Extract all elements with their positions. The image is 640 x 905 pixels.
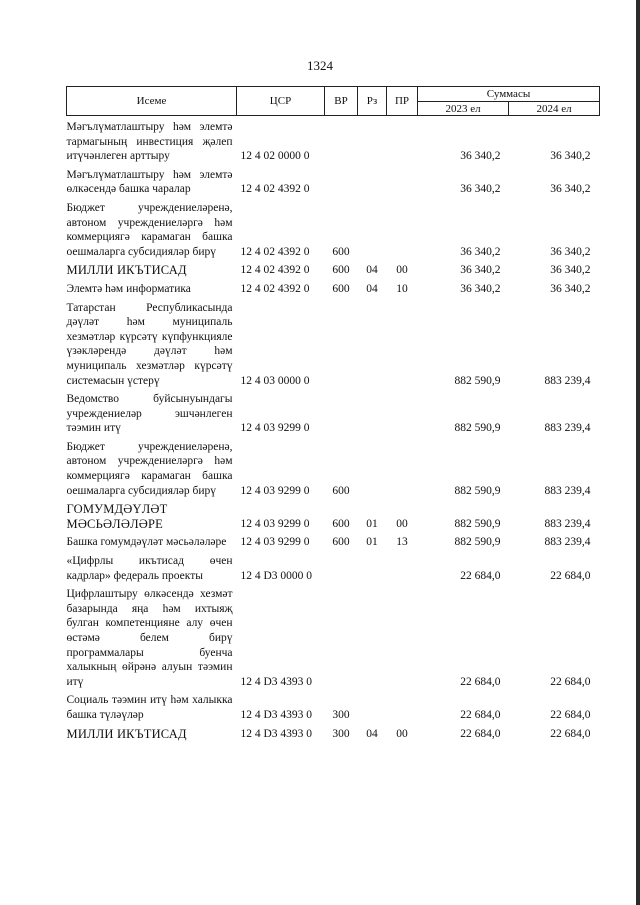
row-sum-2024: 22 684,0 (550, 675, 591, 688)
row-vr (325, 164, 358, 197)
row-sum-2024: 883 239,4 (544, 536, 591, 549)
header-name: Исеме (67, 87, 237, 116)
row-rz: 04 (366, 264, 378, 277)
row-rz (358, 388, 387, 436)
row-sum-2024: 36 340,2 (550, 245, 591, 258)
row-sum-2024: 36 340,2 (550, 264, 591, 277)
budget-table (66, 86, 600, 741)
row-sum-2023: 22 684,0 (460, 675, 501, 688)
row-pr: 10 (396, 282, 408, 295)
row-vr: 600 (332, 264, 350, 277)
row-rz (358, 550, 387, 583)
header-pr: ПР (387, 87, 418, 116)
row-csr: 12 4 D3 0000 0 (240, 569, 313, 582)
row-csr: 12 4 02 4392 0 (240, 264, 310, 277)
row-rz (358, 689, 387, 722)
row-vr: 600 (332, 245, 350, 258)
row-pr: 13 (396, 536, 408, 549)
table-row (67, 197, 600, 259)
row-name: Элемтә һәм информатика (66, 282, 191, 295)
row-name: МИЛЛИ ИКЪТИСАД (66, 726, 187, 741)
row-csr: 12 4 02 4392 0 (240, 245, 310, 258)
row-rz (358, 116, 387, 164)
row-pr (387, 550, 418, 583)
row-name: Татарстан Республикасында дәүләт һәм муниципаль хезмәтләр күрсәтү күпфункцияле үзәкләрендә дәүләт һәм муниципаль хезмәтләр күрсәтү системасын үстерү (66, 301, 233, 387)
row-sum-2024: 22 684,0 (550, 569, 591, 582)
row-csr: 12 4 03 9299 0 (240, 517, 310, 530)
row-vr: 600 (332, 484, 350, 497)
row-name: Мәгълүматлаштыру һәм элемтә тармагының инвестиция җәлеп итүчәнлеген арттыру (66, 121, 233, 163)
row-name: ГОМУМДӘҮЛӘТ МӘСЬӘЛӘЛӘРЕ (66, 502, 168, 531)
row-rz (358, 436, 387, 498)
row-csr: 12 4 03 0000 0 (240, 374, 310, 387)
table-row (67, 436, 600, 498)
row-pr (387, 164, 418, 197)
row-sum-2023: 882 590,9 (454, 422, 501, 435)
row-vr: 300 (332, 727, 350, 740)
row-sum-2023: 882 590,9 (454, 484, 501, 497)
row-pr (387, 116, 418, 164)
row-name: Мәгълүматлаштыру һәм элемтә өлкәсендә башка чаралар (66, 168, 233, 196)
table-row (67, 723, 600, 742)
table-row (67, 116, 600, 164)
header-year-2024: 2024 ел (509, 102, 600, 116)
row-sum-2024: 36 340,2 (550, 150, 591, 163)
row-rz (358, 297, 387, 389)
row-rz: 01 (366, 536, 378, 549)
row-sum-2024: 36 340,2 (550, 282, 591, 295)
table-row (67, 388, 600, 436)
row-rz (358, 583, 387, 689)
table-row (67, 689, 600, 722)
row-csr: 12 4 02 4392 0 (240, 282, 310, 295)
table-header (67, 87, 600, 116)
row-sum-2023: 36 340,2 (460, 150, 501, 163)
row-csr: 12 4 03 9299 0 (240, 484, 310, 497)
header-csr: ЦСР (237, 87, 325, 116)
row-name: «Цифрлы икътисад өчен кадрлар» федераль проекты (66, 555, 233, 582)
row-name: Бюджет учреждениеләренә, автоном учреждениеләргә һәм коммерциягә карамаган башка оешмаларга субсидияләр бирү (66, 201, 233, 258)
row-sum-2024: 883 239,4 (544, 484, 591, 497)
table-row (67, 550, 600, 583)
row-name: Социаль тәэмин итү һәм халыкка башка түләүләр (66, 694, 233, 721)
row-sum-2023: 882 590,9 (454, 374, 501, 387)
table-body (67, 116, 600, 742)
row-name: Бюджет учреждениеләренә, автоном учреждениеләргә һәм коммерциягә карамаган башка оешмаларга субсидияләр бирү (66, 440, 233, 497)
header-vr: ВР (325, 87, 358, 116)
table-row (67, 531, 600, 550)
row-pr: 00 (396, 264, 408, 277)
row-csr: 12 4 D3 4393 0 (240, 727, 313, 740)
row-sum-2024: 883 239,4 (544, 374, 591, 387)
row-sum-2024: 883 239,4 (544, 422, 591, 435)
row-csr: 12 4 02 0000 0 (240, 150, 310, 163)
row-pr (387, 689, 418, 722)
row-sum-2024: 22 684,0 (550, 708, 591, 721)
page-edge (636, 0, 640, 905)
row-pr (387, 388, 418, 436)
row-vr: 300 (332, 708, 350, 721)
table-row (67, 259, 600, 278)
row-pr (387, 583, 418, 689)
row-name: МИЛЛИ ИКЪТИСАД (66, 263, 187, 278)
row-sum-2024: 36 340,2 (550, 183, 591, 196)
row-vr (325, 297, 358, 389)
row-vr (325, 116, 358, 164)
row-sum-2023: 22 684,0 (460, 708, 501, 721)
row-sum-2023: 882 590,9 (454, 517, 501, 530)
table-row (67, 278, 600, 297)
row-vr (325, 550, 358, 583)
table-row (67, 164, 600, 197)
page-number: 1324 (307, 58, 333, 73)
row-csr: 12 4 03 9299 0 (240, 536, 310, 549)
table-row (67, 498, 600, 531)
row-rz: 01 (366, 517, 378, 530)
row-vr (325, 583, 358, 689)
row-rz (358, 164, 387, 197)
row-rz: 04 (366, 727, 378, 740)
row-csr: 12 4 02 4392 0 (240, 183, 310, 196)
header-sums: Суммасы (418, 87, 600, 102)
row-name: Цифрлаштыру өлкәсендә хезмәт базарында яңа һәм ихтыяҗ булган компетенцияне алу өчен өстәмә белем бирү программалары буенча халыкның өйрәнә алуын тәэмин итү (66, 588, 233, 688)
row-pr (387, 197, 418, 259)
row-pr (387, 297, 418, 389)
row-sum-2023: 36 340,2 (460, 264, 501, 277)
row-vr: 600 (332, 517, 350, 530)
row-sum-2024: 883 239,4 (544, 517, 591, 530)
row-name: Башка гомумдәүләт мәсьәләләре (66, 536, 227, 549)
row-pr: 00 (396, 517, 408, 530)
row-csr: 12 4 D3 4393 0 (240, 708, 313, 721)
row-sum-2023: 22 684,0 (460, 569, 501, 582)
row-vr (325, 388, 358, 436)
row-sum-2023: 36 340,2 (460, 245, 501, 258)
row-pr (387, 436, 418, 498)
row-pr: 00 (396, 727, 408, 740)
row-vr: 600 (332, 536, 350, 549)
table-row (67, 583, 600, 689)
header-year-2023: 2023 ел (418, 102, 509, 116)
row-sum-2024: 22 684,0 (550, 727, 591, 740)
row-sum-2023: 36 340,2 (460, 183, 501, 196)
row-sum-2023: 882 590,9 (454, 536, 501, 549)
row-vr: 600 (332, 282, 350, 295)
table-row (67, 297, 600, 389)
row-rz (358, 197, 387, 259)
row-sum-2023: 22 684,0 (460, 727, 501, 740)
row-csr: 12 4 03 9299 0 (240, 422, 310, 435)
row-rz: 04 (366, 282, 378, 295)
row-sum-2023: 36 340,2 (460, 282, 501, 295)
header-rz: Рз (358, 87, 387, 116)
row-csr: 12 4 D3 4393 0 (240, 675, 313, 688)
row-name: Ведомство буйсынуындагы учреждениеләр эшчәнлеген тәэмин итү (66, 393, 233, 435)
